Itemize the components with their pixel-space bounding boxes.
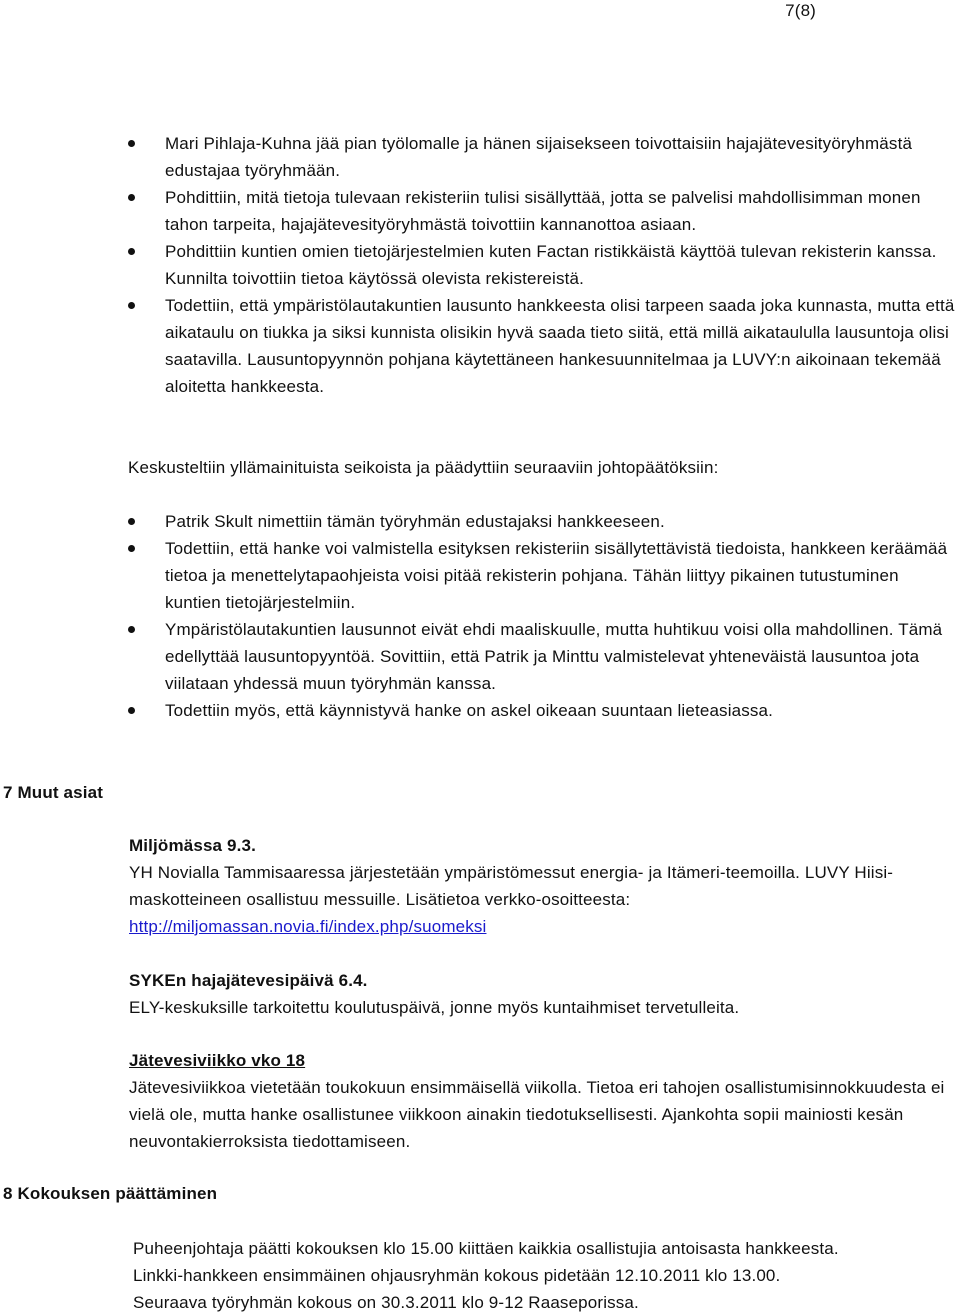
section-heading-other-matters: 7 Muut asiat [3,783,104,802]
event-text: YH Novialla Tammisaaressa järjestetään ympäristömessut energia- ja Itämeri-teemoilla. LUVY Hiisi-maskotteineen osallistuu messuille. Lisätietoa verkko-osoitteesta: [129,863,894,909]
list-item: Todettiin, että hanke voi valmistella esityksen rekisteriin sisällytettävistä tiedoista, hankkeen keräämää tietoa ja menettelytapaohjeista voisi pitää rekisterin pohjana. Tähän liittyy pikainen tutustuminen kuntien tietojärjestelmiin. [128,535,958,616]
list-item: Mari Pihlaja-Kuhna jää pian työlomalle ja hänen sijaisekseen toivottaisiin hajajätevesityöryhmästä edustajaa työryhmään. [128,130,958,184]
event-syke-day [129,967,959,1021]
closing-paragraph [133,1235,839,1316]
list-item: Ympäristölautakuntien lausunnot eivät ehdi maaliskuulle, mutta huhtikuu voisi olla mahdollinen. Tämä edellyttää lausuntopyyntöä. Sovittiin, että Patrik ja Minttu valmistelevat yhteneväistä lausuntoa jota viilataan yhdessä muun työryhmän kanssa. [128,616,958,697]
list-item: Patrik Skult nimettiin tämän työryhmän edustajaksi hankkeeseen. [128,508,958,535]
list-item: Todettiin myös, että käynnistyvä hanke on askel oikeaan suuntaan lieteasiassa. [128,697,958,724]
event-text: Jätevesiviikkoa vietetään toukokuun ensimmäisellä viikolla. Tietoa eri tahojen osallistumisinnokkuudesta ei vielä ole, mutta hanke osallistunee viikkoon ainakin tiedotuksellisesti. Ajankohta sopii mainiosti kesän neuvontakierroksista tiedottamiseen. [129,1078,945,1151]
closing-line: Seuraava työryhmän kokous on 30.3.2011 klo 9-12 Raaseporissa. [133,1293,639,1312]
closing-line: Linkki-hankkeen ensimmäinen ohjausryhmän kokous pidetään 12.10.2011 klo 13.00. [133,1266,781,1285]
page-number: 7(8) [785,1,816,20]
section-heading-meeting-closing: 8 Kokouksen päättäminen [3,1184,218,1203]
event-wastewater-week [129,1047,959,1155]
list-item: Pohdittiin kuntien omien tietojärjestelmien kuten Factan ristikkäistä käyttöä tulevan rekisterin kanssa. Kunnilta toivottiin tietoa käytössä olevista rekistereistä. [128,238,958,292]
event-link[interactable]: http://miljomassan.novia.fi/index.php/suomeksi [129,917,487,936]
list-item: Pohdittiin, mitä tietoja tulevaan rekisteriin tulisi sisällyttää, jotta se palvelisi mahdollisimman monen tahon tarpeita, hajajätevesityöryhmästä toivottiin kannanottoa asiaan. [128,184,958,238]
list-item: Todettiin, että ympäristölautakuntien lausunto hankkeesta olisi tarpeen saada joka kunnasta, mutta että aikataulu on tiukka ja siksi kunnista olisikin hyvä saada tieto siitä, että millä aikataululla lausuntoja olisi saatavilla. Lausuntopyynnön pohjana käytettäneen hankesuunnitelmaa ja LUVY:n aikoinaan tekemää aloitetta hankkeesta. [128,292,958,400]
event-text: ELY-keskuksille tarkoitettu koulutuspäivä, jonne myös kuntaihmiset tervetulleita. [129,998,740,1017]
event-title: SYKEn hajajätevesipäivä 6.4. [129,971,368,990]
closing-line: Puheenjohtaja päätti kokouksen klo 15.00 kiittäen kaikkia osallistujia antoisasta hankkeesta. [133,1239,839,1258]
conclusion-bullet-list [128,508,958,724]
event-title: Miljömässa 9.3. [129,836,256,855]
event-title: Jätevesiviikko vko 18 [129,1051,306,1070]
event-miljomassa [129,832,959,940]
conclusion-intro: Keskusteltiin yllämainituista seikoista ja päädyttiin seuraaviin johtopäätöksiin: [128,458,719,477]
discussion-bullet-list [128,130,958,400]
